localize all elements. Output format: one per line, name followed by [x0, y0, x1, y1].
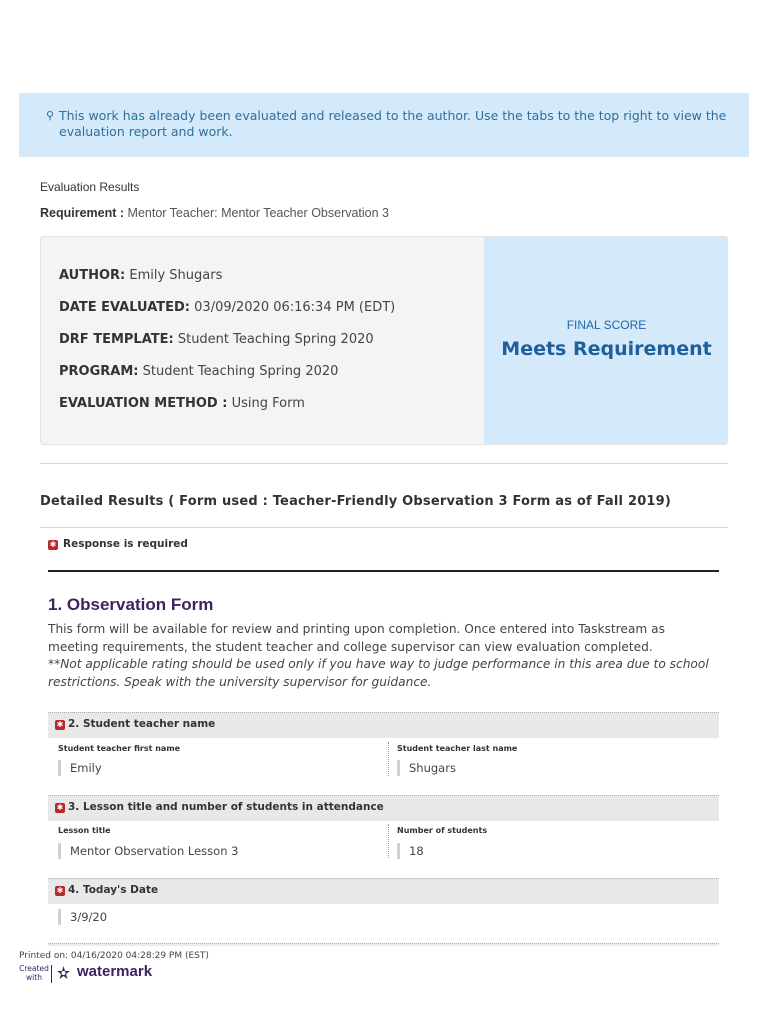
- required-icon: ✱: [56, 886, 64, 895]
- final-score-value: Meets Requirement: [501, 338, 712, 360]
- question-3-header: [48, 795, 719, 821]
- author-value: Emily Shugars: [129, 268, 223, 283]
- section-desc-note: **Not applicable rating should be used only if you have way to judge performance in this area due to school restrictions. Speak with the university supervisor for guidance.: [48, 657, 709, 689]
- section-bottom-divider: [48, 943, 719, 946]
- program-label: PROGRAM:: [59, 364, 139, 379]
- divider: [40, 463, 728, 464]
- section-title: 1. Observation Form: [48, 595, 214, 614]
- evaluation-summary-card: [40, 236, 728, 445]
- last-name-value: Shugars: [397, 760, 456, 776]
- required-legend: [48, 538, 188, 550]
- date-value: 03/09/2020 06:16:34 PM (EDT): [194, 300, 396, 315]
- final-score-panel: [484, 237, 728, 445]
- lightbulb-icon: ⚲: [46, 109, 55, 122]
- method-row: [59, 395, 395, 427]
- requirement-line: [40, 206, 389, 220]
- required-icon: ✱: [49, 540, 57, 549]
- section-divider: [48, 570, 719, 572]
- summary-details: [59, 267, 395, 427]
- footer-separator: [51, 965, 52, 983]
- watermark-brand-text: watermark: [77, 963, 153, 980]
- student-count-value: 18: [397, 843, 424, 859]
- created-text: Created: [19, 964, 49, 973]
- column-divider: [388, 742, 389, 776]
- column-divider: [388, 824, 389, 858]
- with-text: with: [26, 973, 42, 982]
- drf-row: [59, 331, 395, 363]
- date-label: DATE EVALUATED:: [59, 300, 191, 315]
- requirement-label: Requirement :: [40, 206, 125, 220]
- section-description: [48, 621, 718, 691]
- todays-date-value: 3/9/20: [58, 909, 107, 925]
- author-label: AUTHOR:: [59, 268, 126, 283]
- question-2-header: [48, 712, 719, 738]
- evaluation-notice-banner: [19, 93, 749, 157]
- detailed-results-heading: Detailed Results ( Form used : Teacher-Friendly Observation 3 Form as of Fall 2019): [40, 494, 672, 509]
- last-name-label: Student teacher last name: [397, 744, 518, 753]
- requirement-value: Mentor Teacher: Mentor Teacher Observation 3: [127, 206, 390, 220]
- final-score-label: FINAL SCORE: [566, 318, 647, 332]
- lesson-title-value: Mentor Observation Lesson 3: [58, 843, 238, 859]
- lesson-title-label: Lesson title: [58, 826, 111, 835]
- evaluation-results-label: Evaluation Results: [40, 180, 140, 194]
- method-value: Using Form: [231, 396, 305, 411]
- program-value: Student Teaching Spring 2020: [142, 364, 339, 379]
- question-4-header: [48, 878, 719, 904]
- method-label: EVALUATION METHOD :: [59, 396, 228, 411]
- required-note: Response is required: [63, 538, 188, 550]
- divider: [40, 527, 728, 528]
- question-2-title: 2. Student teacher name: [68, 718, 216, 730]
- question-3-title: 3. Lesson title and number of students in attendance: [68, 801, 384, 813]
- watermark-logo-icon: [56, 965, 71, 981]
- section-desc-main: This form will be available for review and printing upon completion. Once entered into Taskstream as meeting requirements, the student teacher and college supervisor can view evaluation completed.: [48, 622, 665, 654]
- required-icon: ✱: [56, 803, 64, 812]
- student-count-label: Number of students: [397, 826, 488, 835]
- program-row: [59, 363, 395, 395]
- drf-value: Student Teaching Spring 2020: [177, 332, 374, 347]
- author-row: [59, 267, 395, 299]
- first-name-label: Student teacher first name: [58, 744, 181, 753]
- first-name-value: Emily: [58, 760, 102, 776]
- required-icon: ✱: [56, 720, 64, 729]
- printed-on-text: Printed on: 04/16/2020 04:28:29 PM (EST): [19, 951, 209, 961]
- date-row: [59, 299, 395, 331]
- notice-text: This work has already been evaluated and released to the author. Use the tabs to the top right to view the evaluation report and work.: [59, 108, 727, 139]
- question-4-title: 4. Today's Date: [68, 884, 159, 896]
- drf-label: DRF TEMPLATE:: [59, 332, 174, 347]
- created-with-text: [19, 964, 49, 982]
